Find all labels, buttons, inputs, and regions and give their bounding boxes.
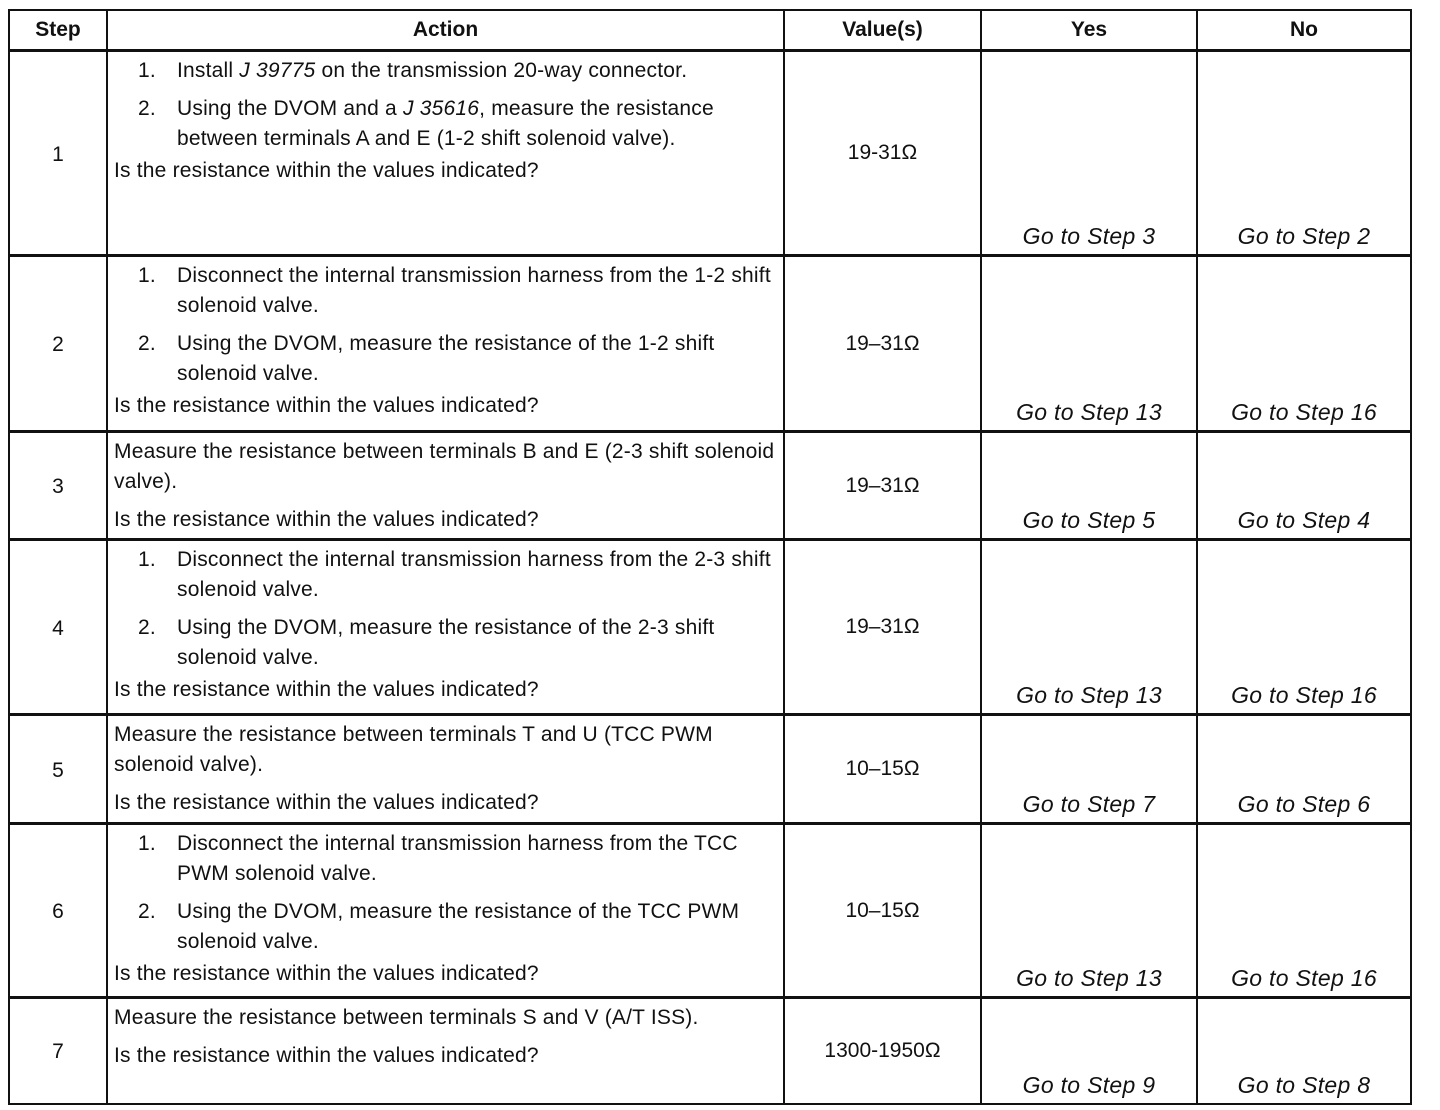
action-cell: [107, 432, 784, 540]
step-number: 7: [9, 998, 107, 1104]
header-step: Step: [9, 10, 107, 51]
step-number: 3: [9, 432, 107, 540]
action-cell: [107, 256, 784, 432]
value-cell: 19–31Ω: [784, 540, 981, 715]
action-cell: [107, 715, 784, 824]
header-no: No: [1197, 10, 1411, 51]
table-row-step-6: [9, 824, 1411, 998]
question-text: Is the resistance within the values indicated?: [114, 678, 539, 701]
yes-action: Go to Step 7: [981, 715, 1197, 824]
table-header-row: [9, 10, 1411, 51]
question-text: Is the resistance within the values indicated?: [114, 1044, 539, 1067]
table-row-step-3: [9, 432, 1411, 540]
question-text: Is the resistance within the values indicated?: [114, 508, 539, 531]
no-action: Go to Step 6: [1197, 715, 1411, 824]
tool-reference: J 35616: [402, 97, 480, 120]
action-cell: [107, 998, 784, 1104]
no-action: Go to Step 16: [1197, 824, 1411, 998]
substep: 2. Using the DVOM, measure the resistance of the 2-3 shift solenoid valve.: [138, 616, 715, 669]
yes-action: Go to Step 13: [981, 824, 1197, 998]
action-cell: [107, 824, 784, 998]
action-text: Measure the resistance between terminals S and V (A/T ISS).: [114, 1006, 699, 1029]
value-cell: 19–31Ω: [784, 432, 981, 540]
value-cell: 10–15Ω: [784, 824, 981, 998]
question-text: Is the resistance within the values indicated?: [114, 791, 539, 814]
substep-list: [114, 829, 777, 957]
value-cell: 19–31Ω: [784, 256, 981, 432]
action-text: Measure the resistance between terminals T and U (TCC PWM solenoid valve).: [114, 723, 713, 776]
action-text: Measure the resistance between terminals B and E (2-3 shift solenoid valve).: [114, 440, 775, 493]
no-action: Go to Step 2: [1197, 51, 1411, 256]
header-yes: Yes: [981, 10, 1197, 51]
yes-action: Go to Step 13: [981, 256, 1197, 432]
step-number: 6: [9, 824, 107, 998]
question-text: Is the resistance within the values indicated?: [114, 159, 539, 182]
substep: 2. Using the DVOM and a J 35616, measure the resistance between terminals A and E (1-2 shift solenoid valve).: [138, 97, 714, 150]
no-action: Go to Step 16: [1197, 540, 1411, 715]
table-row-step-1: [9, 51, 1411, 256]
substep: 2. Using the DVOM, measure the resistance of the TCC PWM solenoid valve.: [138, 900, 740, 953]
step-number: 5: [9, 715, 107, 824]
table-row-step-4: [9, 540, 1411, 715]
substep: 1. Disconnect the internal transmission harness from the TCC PWM solenoid valve.: [138, 832, 738, 885]
value-cell: 19-31Ω: [784, 51, 981, 256]
tool-reference: J 39775: [239, 59, 316, 82]
substep-list: [114, 261, 777, 389]
substep-list: [114, 56, 777, 154]
yes-action: Go to Step 13: [981, 540, 1197, 715]
table-row-step-5: [9, 715, 1411, 824]
question-text: Is the resistance within the values indicated?: [114, 962, 539, 985]
question-text: Is the resistance within the values indicated?: [114, 394, 539, 417]
substep-list: [114, 545, 777, 673]
table-row-step-7: [9, 998, 1411, 1104]
step-number: 4: [9, 540, 107, 715]
step-number: 1: [9, 51, 107, 256]
substep: 1. Disconnect the internal transmission harness from the 1-2 shift solenoid valve.: [138, 264, 771, 317]
no-action: Go to Step 16: [1197, 256, 1411, 432]
substep: 1. Install J 39775 on the transmission 20-way connector.: [138, 59, 688, 82]
yes-action: Go to Step 9: [981, 998, 1197, 1104]
header-action: Action: [107, 10, 784, 51]
no-action: Go to Step 8: [1197, 998, 1411, 1104]
value-cell: 1300-1950Ω: [784, 998, 981, 1104]
action-cell: [107, 540, 784, 715]
action-cell: [107, 51, 784, 256]
diagnostic-table: [8, 9, 1412, 1105]
table-row-step-2: [9, 256, 1411, 432]
step-number: 2: [9, 256, 107, 432]
yes-action: Go to Step 3: [981, 51, 1197, 256]
substep: 2. Using the DVOM, measure the resistance of the 1-2 shift solenoid valve.: [138, 332, 715, 385]
no-action: Go to Step 4: [1197, 432, 1411, 540]
substep: 1. Disconnect the internal transmission harness from the 2-3 shift solenoid valve.: [138, 548, 771, 601]
yes-action: Go to Step 5: [981, 432, 1197, 540]
header-values: Value(s): [784, 10, 981, 51]
value-cell: 10–15Ω: [784, 715, 981, 824]
